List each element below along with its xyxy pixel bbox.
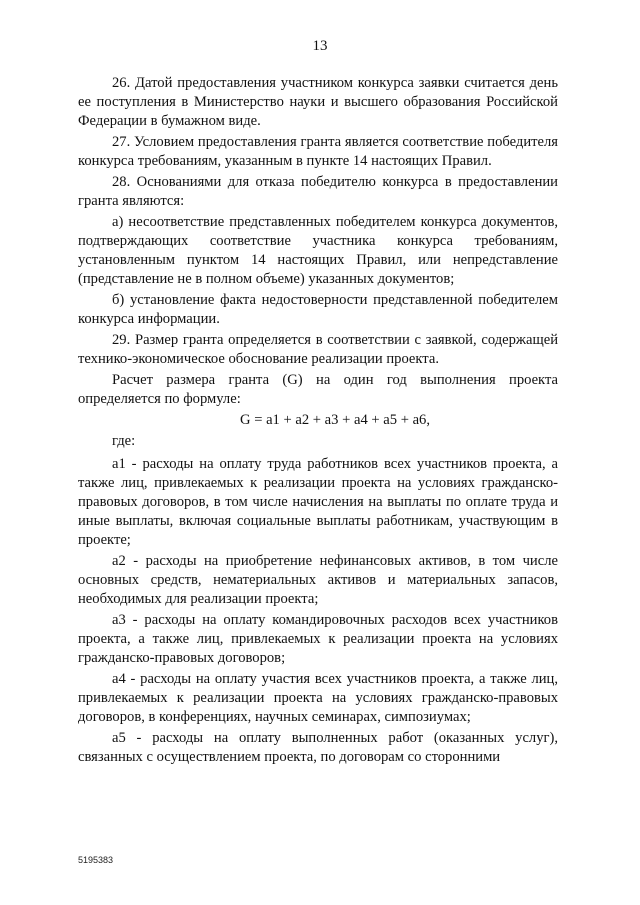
definition-a4: а4 - расходы на оплату участия всех участников проекта, а также лиц, привлекаемых к реализации проекта на условиях гражданско-правовых договоров, в конференциях, научных семинарах, симпозиумах; <box>78 671 558 725</box>
definition-a1: a1 - расходы на оплату труда работников всех участников проекта, а также лиц, привлекаемых к реализации проекта на условиях гражданско-правовых договоров, в том числе начисления на выплаты по оплате труда и иные выплаты, включая социальные выплаты работникам, участвующим в проекте; <box>78 456 558 548</box>
page-number: 13 <box>312 38 328 54</box>
paragraph-29: 29. Размер гранта определяется в соответствии с заявкой, содержащей технико-экономическое обоснование реализации проекта. <box>78 332 558 367</box>
paragraph-28-a: а) несоответствие представленных победителем конкурса документов, подтверждающих соответствие участника конкурса требованиям, установленным пунктом 14 настоящих Правил, или непредставление (представление не в полном объеме) указанных документов; <box>78 214 558 287</box>
paragraph-28-b: б) установление факта недостоверности представленной победителем конкурса информации. <box>78 292 558 327</box>
where-label: где: <box>112 433 136 449</box>
paragraph-calculation: Расчет размера гранта (G) на один год выполнения проекта определяется по формуле: <box>78 372 558 407</box>
definition-a5: а5 - расходы на оплату выполненных работ (оказанных услуг), связанных с осуществлением проекта, по договорам со сторонними <box>78 730 558 765</box>
document-code: 5195383 <box>78 855 114 865</box>
definition-a2: а2 - расходы на приобретение нефинансовых активов, в том числе основных средств, нематериальных активов и материальных запасов, необходимых для реализации проекта; <box>78 553 558 607</box>
definition-a3: а3 - расходы на оплату командировочных расходов всех участников проекта, а также лиц, привлекаемых к реализации проекта на условиях гражданско-правовых договоров; <box>78 612 558 666</box>
formula: G = a1 + a2 + a3 + a4 + a5 + a6, <box>240 412 430 428</box>
paragraph-28: 28. Основаниями для отказа победителю конкурса в предоставлении гранта являются: <box>78 174 558 209</box>
paragraph-26: 26. Датой предоставления участником конкурса заявки считается день ее поступления в Министерство науки и высшего образования Российской Федерации в бумажном виде. <box>78 75 558 129</box>
document-body <box>78 74 558 769</box>
paragraph-27: 27. Условием предоставления гранта является соответствие победителя конкурса требованиям, указанным в пункте 14 настоящих Правил. <box>78 134 558 169</box>
